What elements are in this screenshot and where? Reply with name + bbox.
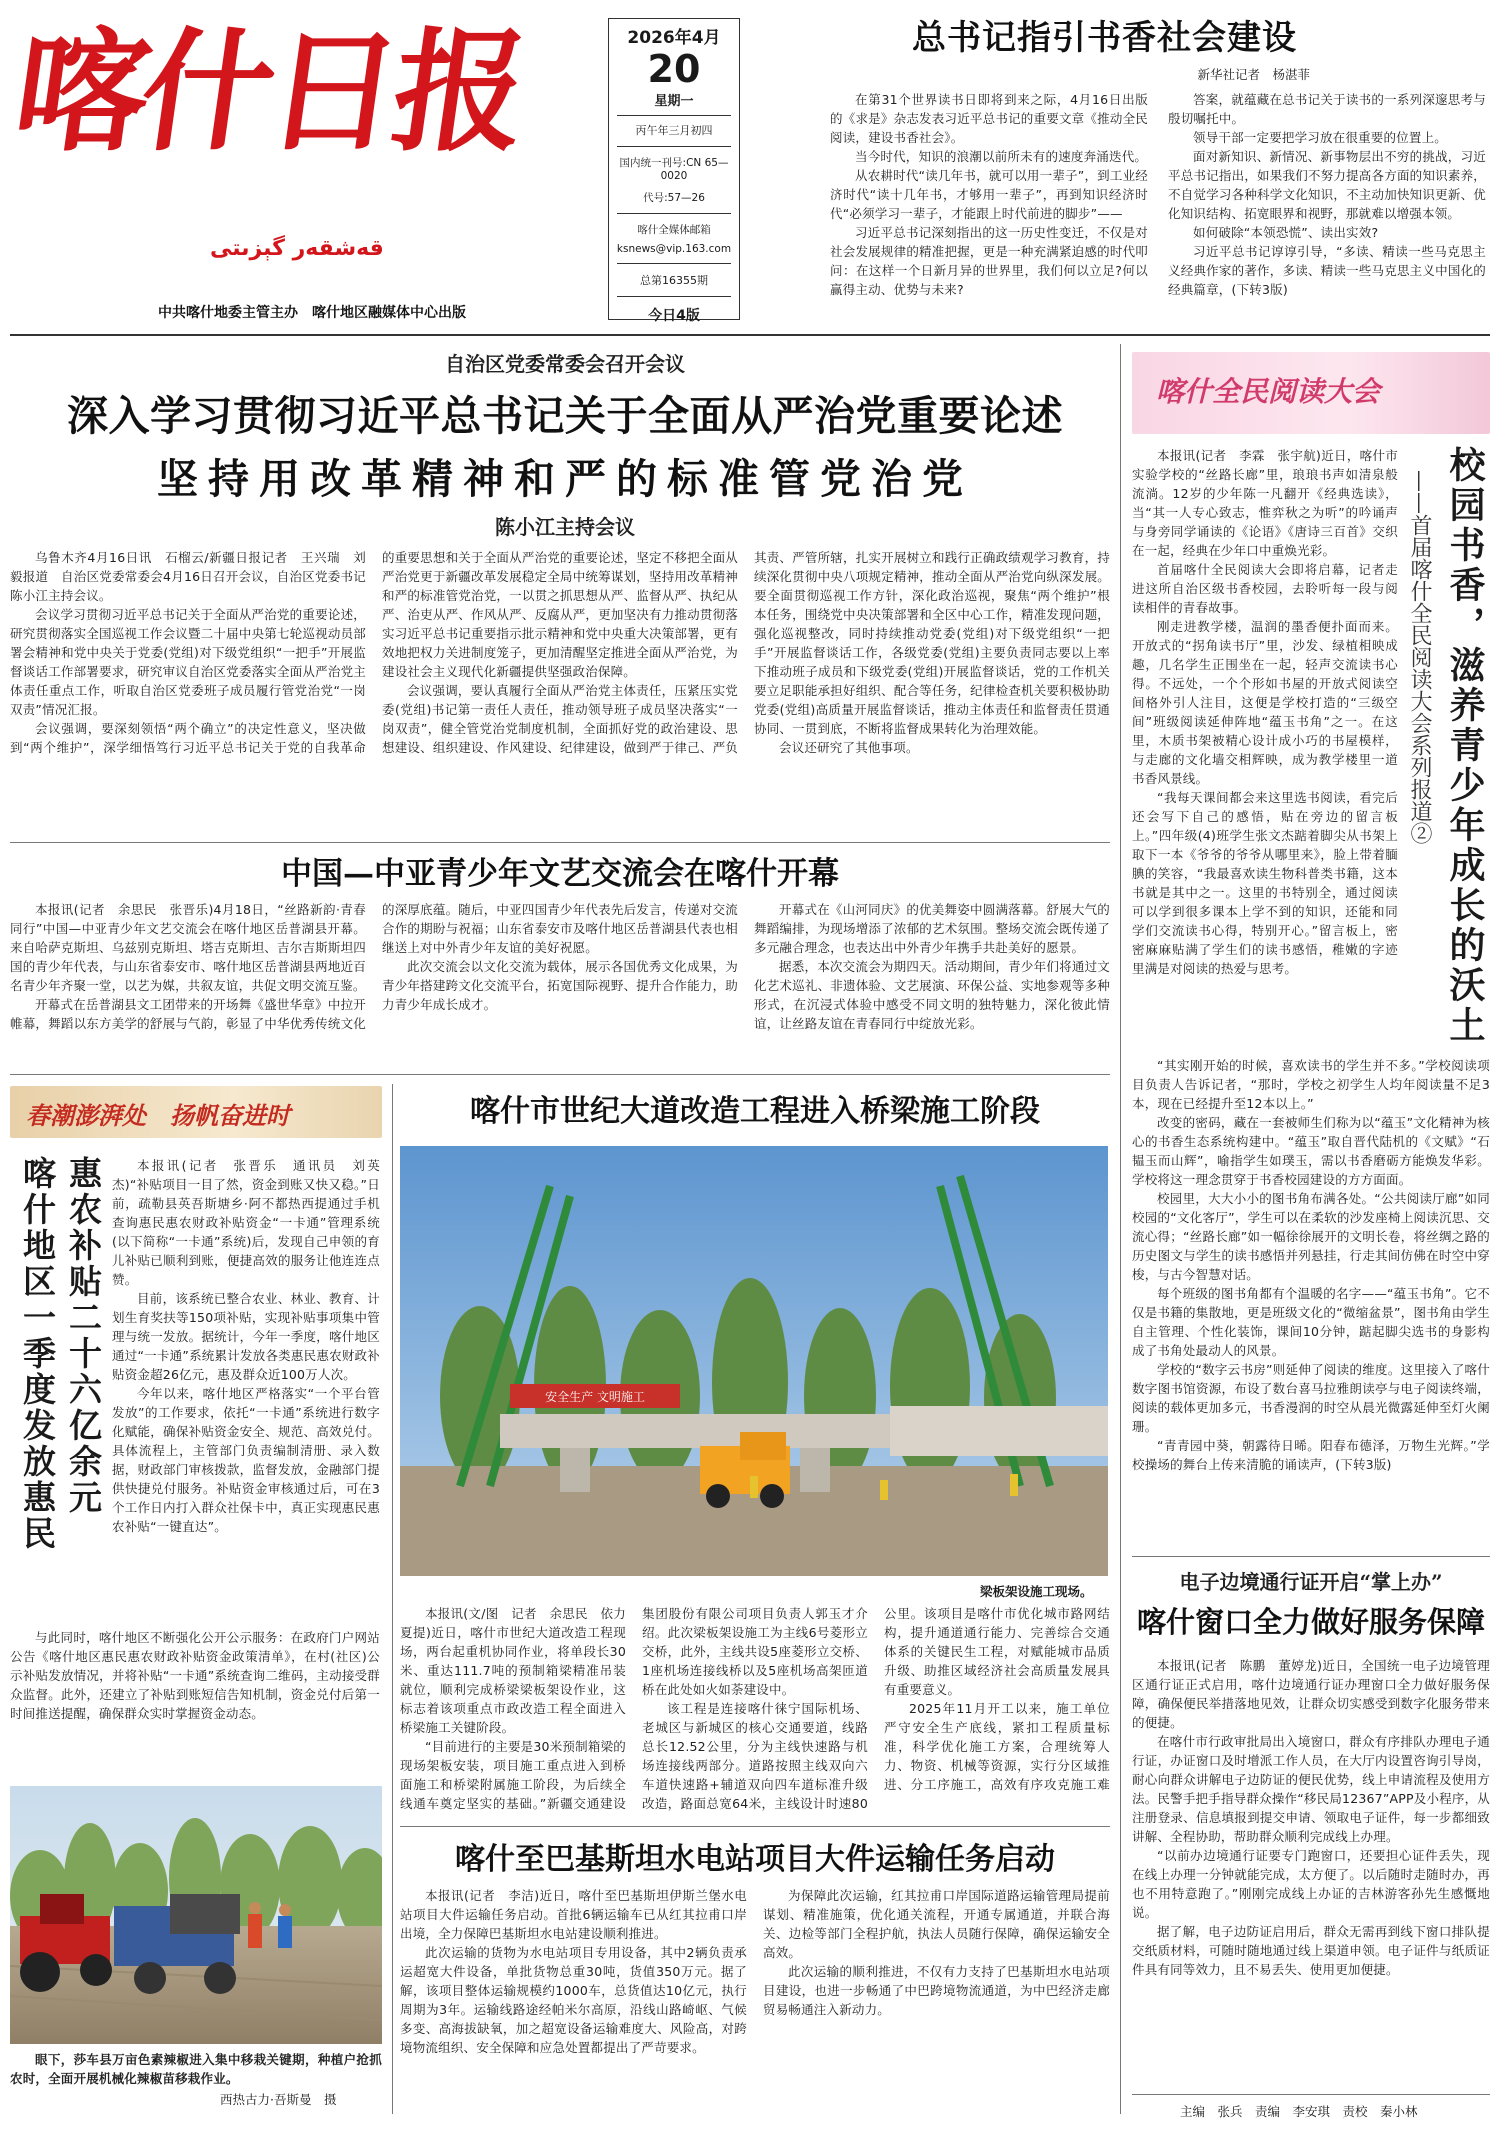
exchange-divider (10, 1074, 1110, 1075)
paragraph: 目前，该系统已整合农业、林业、教育、计划生育奖扶等150项补贴，实现补贴事项集中管理与统一发放。据统计，今年一季度，喀什地区通过“一卡通”系统累计发放各类惠民惠农财政补贴资金超26亿元，惠及群众近100万人次。 (112, 1291, 380, 1382)
paragraph: 今年以来，喀什地区严格落实“一个平台管发放”的工作要求，依托“一卡通”系统进行数字化赋能，确保补贴资金安全、规范、高效兑付。具体流程上，主管部门负责编制清册、录入数据，财政部门审核拨款，监督发放，金融部门提供快捷兑付服务。补贴资金审核通过后，可在3个工作日内打入群众社保卡中，真正实现惠民惠农补贴“一键直达”。 (112, 1386, 380, 1534)
paragraph: 在第31个世界读书日即将到来之际，4月16日出版的《求是》杂志发表习近平总书记的重要文章《推动全民阅读，建设书香社会》。 (830, 92, 1148, 145)
top-story-headline[interactable]: 总书记指引书香社会建设 (912, 18, 1297, 58)
paragraph: 首届喀什全民阅读大会即将启幕，记者走进这所自治区级书香校园，去聆听每一段与阅读相伴的青春故事。 (1132, 562, 1398, 615)
paragraph: 领导干部一定要把学习放在很重要的位置上。 (1193, 130, 1448, 145)
issue-cn: 国内统一刊号:CN 65—0020 (619, 157, 729, 182)
issue-email[interactable]: ksnews@vip.163.com (616, 243, 732, 255)
issue-edit: 喀什全媒体邮箱 (637, 224, 711, 236)
paragraph: 与此同时，喀什地区不断强化公开公示服务：在政府门户网站公告《喀什地区惠民惠农财政补贴资金政策清单》，在村(社区)公示补贴发放情况，并将补贴“一卡通”系统查询二维码，主动接受群众监督。此外，还建立了补贴到账短信告知机制，资金兑付后第一时间推送提醒，确保群众实时掌握资金动态。 (10, 1630, 380, 1721)
paragraph: 此次运输的顺利推进，不仅有力支持了巴基斯坦水电站项目建设，也进一步畅通了中巴跨境物流通道，为中巴经济走廊贸易畅通注入新动力。 (763, 1964, 1110, 2017)
paragraph: 习近平总书记谆谆引导，“多读、精读一些马克思主义经典作家的著作，多读、精读一些马克思主义中国化的经典篇章，(下转3版) (1168, 244, 1486, 297)
issue-weekday: 星期一 (654, 94, 694, 109)
paragraph: 答案，就蕴藏在总书记关于读书的一系列深邃思考与殷切嘱托中。 (1168, 92, 1486, 126)
paragraph: 此次交流会以文化交流为载体，展示各国优秀文化成果，为青少年搭建跨文化交流平台，拓宽国际视野、提升合作能力，助力青少年成长成才。 (382, 959, 738, 1012)
spring-banner (10, 1086, 382, 1138)
exchange-body (10, 900, 1110, 1068)
paragraph: 学校的“数字云书房”则延伸了阅读的维度。这里接入了喀什数字图书馆资源，布设了数台喜马拉雅朗读亭与电子阅读终端，阅读的载体更加多元，书香漫润的时空从晨光微露延伸至灯火阑珊。 (1132, 1362, 1490, 1434)
paragraph: 开幕式在《山河同庆》的优美舞姿中圆满落幕。舒展大气的舞蹈编排，为现场增添了浓郁的艺术氛围。整场交流会既传递了多元融合理念，也表达出中外青少年携手共赴美好的愿景。 (754, 902, 1110, 955)
masthead (5, 8, 600, 328)
top-divider (10, 334, 1490, 336)
paragraph: 本报讯(记者 李洁)近日，喀什至巴基斯坦伊斯兰堡水电站项目大件运输任务启动。首批6辆运输车已从红其拉甫口岸出境，全力保障巴基斯坦水电站建设顺利推进。 (400, 1888, 747, 1941)
paragraph: “青青园中葵，朝露待日晞。阳春布德泽，万物生光辉。”学校操场的舞台上传来清脆的诵读声，(下转3版) (1132, 1438, 1490, 1472)
issue-code: 代号:57—26 (643, 192, 705, 204)
paragraph: 会议强调，要深刻领悟“两个确立”的决定性意义，坚决做到“两个维护”，深学细悟笃行习近平总书记关于党的自我革命的重要思想和关于全面从严治党的重要论述，坚定不移把全面从严治党更于新疆改革发展稳定全局中统筹谋划，坚持用改革精神和严的标准管党治党，一以贯之抓思想从严、监督从严、执纪从严、治吏从严、作风从严、反腐从严，更加坚决有力推动贯彻落实习近平总书记重要指示批示精神和党中央重大决策部署，更有效地把权力关进制度笼子，更加清醒坚定推进全面从严治党，为建设社会主义现代化新疆提供坚强政治保障。 (10, 550, 738, 755)
paragraph: 刚走进教学楼，温润的墨香便扑面而来。开放式的“拐角读书厅”里，沙发、绿植相映成趣，几名学生正围坐在一起，轻声交流读书心得。不远处，一个个形如书屋的开放式阅读空间格外引人注目，这便是学校打造的“三级空间”班级阅读延伸阵地“蕴玉书角”之一。在这里，木质书架被精心设计成小巧的书屋模样，与走廊的文化墙交相辉映，成为教学楼里一道书香风景线。 (1132, 619, 1398, 786)
farm-photo-image (10, 1786, 382, 2044)
hydro-body (400, 1886, 1110, 2118)
reading-subtitle: ——首届喀什全民阅读大会系列报道② (1407, 470, 1432, 844)
paragraph: 习近平总书记深刻指出的这一历史性变迁，不仅是对社会发展规律的精准把握，更是一种充满紧迫感的时代叩问：在这样一个日新月异的世界里，我们何以立足?何以赢得主动、优势与未来? (830, 225, 1148, 297)
left-column-divider (392, 1084, 393, 2114)
footer-divider (1132, 2094, 1490, 2095)
subsidy-title-col1[interactable]: 惠农补贴二十六亿余元 (64, 1156, 103, 1516)
reading-title[interactable]: 校园书香，滋养青少年成长的沃土 (1444, 446, 1486, 1046)
paragraph: 2025年11月开工以来，施工单位严守安全生产底线，紧扣工程质量标准，科学优化施工方案，合理统筹人力、物资、机械等资源，实行分区域推进、分工序施工，高效有序攻克施工难 (884, 1701, 1110, 1792)
border-body (1132, 1656, 1490, 2092)
farm-photo (10, 1786, 382, 2044)
lead-kicker: 自治区党委常委会召开会议 (445, 352, 685, 376)
bridge-photo (400, 1146, 1108, 1576)
editor-credits: 主编 张兵 责编 李安琪 责校 秦小林 (1180, 2104, 1418, 2119)
paragraph: 为保障此次运输，红其拉甫口岸国际道路运输管理局提前谋划、精准施策，优化通关流程，开通专属通道，并联合海关、边检等部门全程护航，执法人员随行保障，确保运输安全高效。 (763, 1888, 1110, 1960)
paragraph: 当今时代，知识的浪潮以前所未有的速度奔涌迭代。 (855, 149, 1148, 164)
issue-date-top: 2026年4月 (627, 28, 721, 48)
issue-day: 20 (647, 47, 701, 91)
paragraph: 校园里，大大小小的图书角布满各处。“公共阅读厅廊”如同校园的“文化客厅”，学生可以在柔软的沙发座椅上阅读沉思、交流心得；“丝路长廊”如一幅徐徐展开的文明长卷，将丝绸之路的历史图文与学生的读书感悟并列悬挂，行走其间仿佛在时空中穿梭，与古今智慧对话。 (1132, 1191, 1490, 1282)
paragraph: “其实刚开始的时候，喜欢读书的学生并不多。”学校阅读项目负责人告诉记者，“那时，学校之初学生人均年阅读量不足3本，现在已经提升至12本以上。” (1132, 1058, 1490, 1111)
paragraph: 本报讯(记者 余思民 张晋乐)4月18日，“丝路新韵·青春同行”中国—中亚青少年文艺交流会在喀什地区岳普湖县开幕。来自哈萨克斯坦、乌兹别克斯坦、塔吉克斯坦、吉尔吉斯斯坦四国的青少年代表，与山东省泰安市、喀什地区岳普湖县两地近百名青少年齐聚一堂，以艺为媒，共叙友谊，共促文明交流互鉴。 (10, 902, 366, 993)
top-story-col1 (830, 90, 1148, 310)
paragraph: 据了解，电子边防证启用后，群众无需再到线下窗口排队提交纸质材料，可随时随地通过线上渠道申领。电子证件与纸质证件具有同等效力，且不易丢失、使用更加便捷。 (1132, 1924, 1490, 1977)
lead-headline-1[interactable]: 深入学习贯彻习近平总书记关于全面从严治党重要论述 (67, 392, 1063, 440)
paragraph: 据悉，本次交流会为期四天。活动期间，青少年们将通过文化艺术巡礼、非遗体验、文艺展演、环保公益、实地参观等多种形式，在沉浸式体验中感受不同文明的独特魅力，深化彼此情谊，让丝路友谊在青春同行中绽放光彩。 (754, 959, 1110, 1031)
top-story-col2 (1168, 90, 1486, 310)
subsidy-body (112, 1156, 380, 1622)
paragraph: 每个班级的图书角都有个温暖的名字——“蕴玉书角”。它不仅是书籍的集散地，更是班级文化的“微缩盆景”，图书角由学生自主管理、个性化装饰，课间10分钟，踮起脚尖选书的身影构成了书角处最动人的风景。 (1132, 1286, 1490, 1358)
reading-body-tail (1132, 1056, 1490, 1546)
bridge-photo-image (400, 1146, 1108, 1576)
paragraph: 会议强调，要认真履行全面从严治党主体责任，压紧压实党委(党组)书记第一责任人责任，推动领导班子成员坚决落实“一岗双责”，健全管党治党制度机制，全面抓好党的政治建设、思想建设、组织建设、作风建设、纪律建设，做到严于律己、严负其责、严管所辖，扎实开展树立和践行正确政绩观学习教育，持续深化贯彻中央八项规定精神，推动全面从严治党向纵深发展。要全面贯彻巡视工作方针，深化政治巡视，聚焦“两个维护”根本任务，围绕党中央决策部署和全区中心工作，精准发现问题，强化巡视整改，同时持续推动党委(党组)对下级党组织“一把手”开展监督谈话工作，各级党委(党组)主要负责同志要以上率下推动班子成员和下级党委(党组)开展监督谈话，党的工作机关要立足职能承担好组织、配合等任务，纪律检查机关要积极协助党委(党组)高质量开展监督谈话，推动主体责任和监督责任贯通协同、一贯到底，不断将监督成果转化为治理效能。 (382, 550, 1110, 755)
lead-headline-2[interactable]: 坚持用改革精神和严的标准管党治党 (157, 455, 973, 503)
subsidy-title-col2[interactable]: 喀什地区一季度发放惠民 (18, 1156, 57, 1552)
paragraph: “以前办边境通行证要专门跑窗口，还要担心证件丢失，现在线上办理一分钟就能完成，太方便了。以后随时走随时办，再也不用特意跑了。”刚刚完成线上办证的吉林游客孙先生感慨地说。 (1132, 1848, 1490, 1920)
bridge-divider (400, 1826, 1110, 1827)
paragraph: 乌鲁木齐4月16日讯 石榴云/新疆日报记者 王兴瑞 刘毅报道 自治区党委常委会4月16日召开会议，自治区党委书记陈小江主持会议。 (10, 550, 366, 603)
reading-banner (1132, 352, 1490, 434)
paragraph: “目前进行的主要是30米预制箱梁的现场架板安装，项目施工重点进入到桥面施工和桥梁附属施工阶段，为后续全线通车奠定坚实的基础。”新疆交通建设集团股份有限公司项目负责人郭玉才介绍。此次梁板架设施工为主线6号菱形立交桥，此外，主线共设5座菱形立交桥、1座机场连接线桥以及5座机场高架匝道桥在此处如火如荼建设中。 (400, 1606, 868, 1811)
paragraph: 开幕式在岳普湖县文工团带来的开场舞《盛世华章》中拉开帷幕，舞蹈以东方美学的舒展与气韵，彰显了中华优秀传统文化的深厚底蕴。随后，中亚四国青少年代表先后发言，传递对交流合作的期盼与祝福；山东省泰安市及喀什地区岳普湖县代表也相继送上对中外青少年友谊的美好祝愿。 (10, 902, 738, 1031)
paragraph: 该工程是连接喀什徕宁国际机场、老城区与新城区的核心交通要道，线路总长12.52公里，分为主线快速路与机场连接线两部分。道路按照主线双向六车道快速路+辅道双向四车道标准升级改造，路面总宽64米，主线设计时速80公里。该项目是喀什市优化城市路网结构，提升通道通行能力、完善综合交通体系的关键民生工程，对赋能城市品质升级、助推区域经济社会高质量发展具有重要意义。 (642, 1606, 1110, 1811)
paragraph: 本报讯(记者 张晋乐 通讯员 刘英杰)“补贴项目一目了然，资金到账又快又稳。”日前，疏勒县英吾斯塘乡·阿不都热西提通过手机查询惠民惠农财政补贴资金“一卡通”管理系统(以下简称“一卡通”系统)后，发现自己申领的育儿补贴已顺利到账，便捷高效的服务让他连连点赞。 (112, 1158, 380, 1287)
hydro-headline[interactable]: 喀什至巴基斯坦水电站项目大件运输任务启动 (455, 1842, 1055, 1877)
paragraph: 本报讯(文/图 记者 余思民 依力夏提)近日，喀什市世纪大道改造工程现场，两台起重机协同作业，将单段长30米、重达111.7吨的预制箱梁精准吊装就位，顺利完成桥梁梁板架设作业，这标志着该项重点市政改造工程全面进入桥梁施工关键阶段。 (400, 1606, 626, 1735)
masthead-title: 喀什日报 (5, 15, 531, 170)
reading-banner-text: 喀什全民阅读大会 (1156, 375, 1381, 408)
paragraph: 从农耕时代“读几年书，就可以用一辈子”，到工业经济时代“读十几年书，才够用一辈子”，再到知识经济时代“必须学习一辈子，才能跟上时代前进的脚步”—— (830, 168, 1148, 221)
bridge-headline[interactable]: 喀什市世纪大道改造工程进入桥梁施工阶段 (470, 1094, 1040, 1129)
issue-pages: 今日4版 (648, 308, 700, 324)
issue-info-box (608, 18, 740, 324)
issue-lunar: 丙午年三月初四 (635, 124, 713, 137)
bridge-body (400, 1604, 1110, 1820)
paragraph: 会议还研究了其他事项。 (779, 740, 919, 755)
border-headline[interactable]: 喀什窗口全力做好服务保障 (1136, 1605, 1485, 1639)
paragraph: 面对新知识、新情况、新事物层出不穷的挑战，习近平总书记指出，如果我们不努力提高各方面的知识素养，不自觉学习各种科学文化知识，不主动加快知识更新、优化知识结构、拓宽眼界和视野，那就难以增强本领。 (1168, 149, 1486, 221)
lead-subhead: 陈小江主持会议 (495, 515, 635, 539)
lead-story (10, 348, 1120, 540)
top-story-byline: 新华社记者 杨湛菲 (1197, 67, 1310, 82)
paragraph: 在喀什市行政审批局出入境窗口，群众有序排队办理电子通行证，办证窗口及时增派工作人员，在大厅内设置咨询引导岗，耐心向群众讲解电子边防证的便民优势，线上申请流程及使用方法。民警手把手指导群众操作“移民局12367”APP及小程序，从注册登录、信息填报到提交申请、领取电子证件，每一步都细致讲解、全程协助，帮助群众顺利完成线上办理。 (1132, 1734, 1490, 1844)
paragraph: 本报讯(记者 李霖 张宇航)近日，喀什市实验学校的“丝路长廊”里，琅琅书声如清泉般流淌。12岁的少年陈一凡翻开《经典选读》，当“其一人专心致志，惟弈秋之为听”的吟诵声与身旁同学诵读的《论语》《唐诗三百首》交织在一起，经典在少年口中重焕光彩。 (1132, 448, 1398, 558)
exchange-headline[interactable]: 中国—中亚青少年文艺交流会在喀什开幕 (281, 856, 839, 892)
bridge-photo-caption: 梁板架设施工现场。 (980, 1584, 1093, 1599)
subsidy-body-tail (10, 1628, 380, 1776)
paragraph: 改变的密码，藏在一套被师生们称为以“蕴玉”文化精神为核心的书香生态系统构建中。“蕴玉”取自晋代陆机的《文赋》“石韫玉而山辉”，喻指学生如璞玉，需以书香磨砺方能焕发华彩。学校将这一理念贯穿于书香校园建设的方方面面。 (1132, 1115, 1490, 1187)
paragraph: 如何破除“本领恐慌”、读出实效? (1193, 225, 1379, 240)
bridge-photo-sign: 安全生产 文明施工 (545, 1390, 645, 1404)
farm-photo-caption: 眼下，莎车县万亩色素辣椒进入集中移栽关键期，种植户抢抓农时，全面开展机械化辣椒苗移栽作业。 (10, 2052, 382, 2086)
spring-banner-text: 春潮澎湃处 扬帆奋进时 (26, 1101, 290, 1130)
paragraph: 此次运输的货物为水电站项目专用设备，其中2辆负责承运超宽大件设备，单批货物总重30吨，货值350万元。据了解，该项目整体运输规模约1000车，总货值达10亿元，执行周期为3年。运输线路途经帕米尔高原，沿线山路崎岖、气候多变、高海拔缺氧，加之超宽设备运输难度大、风险高，对跨境物流组织、安全保障和应急处置都提出了严苛要求。 (400, 1945, 747, 2055)
reading-body (1132, 446, 1398, 1052)
paragraph: “我每天课间都会来这里选书阅读，看完后还会写下自己的感悟，贴在旁边的留言板上。”四年级(4)班学生张文杰踮着脚尖从书架上取下一本《爷爷的爷爷从哪里来》，脸上带着腼腆的笑容，“我最喜欢读生物科普类书籍，这本书就是其中之一。这里的书特别全，通过阅读可以学到很多课本上学不到的知识，还能和同学们交流读书心得，特别开心。”留言板上，密密麻麻贴满了学生们的读书感悟，稚嫩的字迹里满是对阅读的热爱与思考。 (1132, 790, 1398, 976)
border-kicker: 电子边境通行证开启“掌上办” (1179, 1570, 1443, 1594)
lead-body (10, 548, 1110, 834)
issue-number: 总第16355期 (640, 274, 708, 287)
masthead-sponsor: 中共喀什地委主管主办 喀什地区融媒体中心出版 (158, 305, 466, 321)
right-column-divider (1120, 344, 1121, 2114)
masthead-uyghur: قەشقەر گېزىتى (210, 236, 384, 261)
reading-divider (1132, 1556, 1490, 1557)
paragraph: 本报讯(记者 陈鹏 董婷龙)近日，全国统一电子边境管理区通行证正式启用，喀什边境通行证办理窗口全力做好服务保障，确保便民举措落地见效，让群众切实感受到数字化服务带来的便捷。 (1132, 1658, 1490, 1730)
lead-divider (10, 842, 1110, 843)
farm-photo-credit: 西热古力·吾斯曼 摄 (220, 2092, 337, 2107)
paragraph: 会议学习贯彻习近平总书记关于全面从严治党的重要论述，研究贯彻落实全国巡视工作会议暨二十届中央第七轮巡视动员部署会精神和党中央关于党委(党组)对下级党组织“一把手”开展监督谈话工作部署要求，研究审议自治区党委落实全面从严治党主体责任重点工作，听取自治区党委班子成员履行管党治党“一岗双责”情况汇报。 (10, 607, 366, 717)
